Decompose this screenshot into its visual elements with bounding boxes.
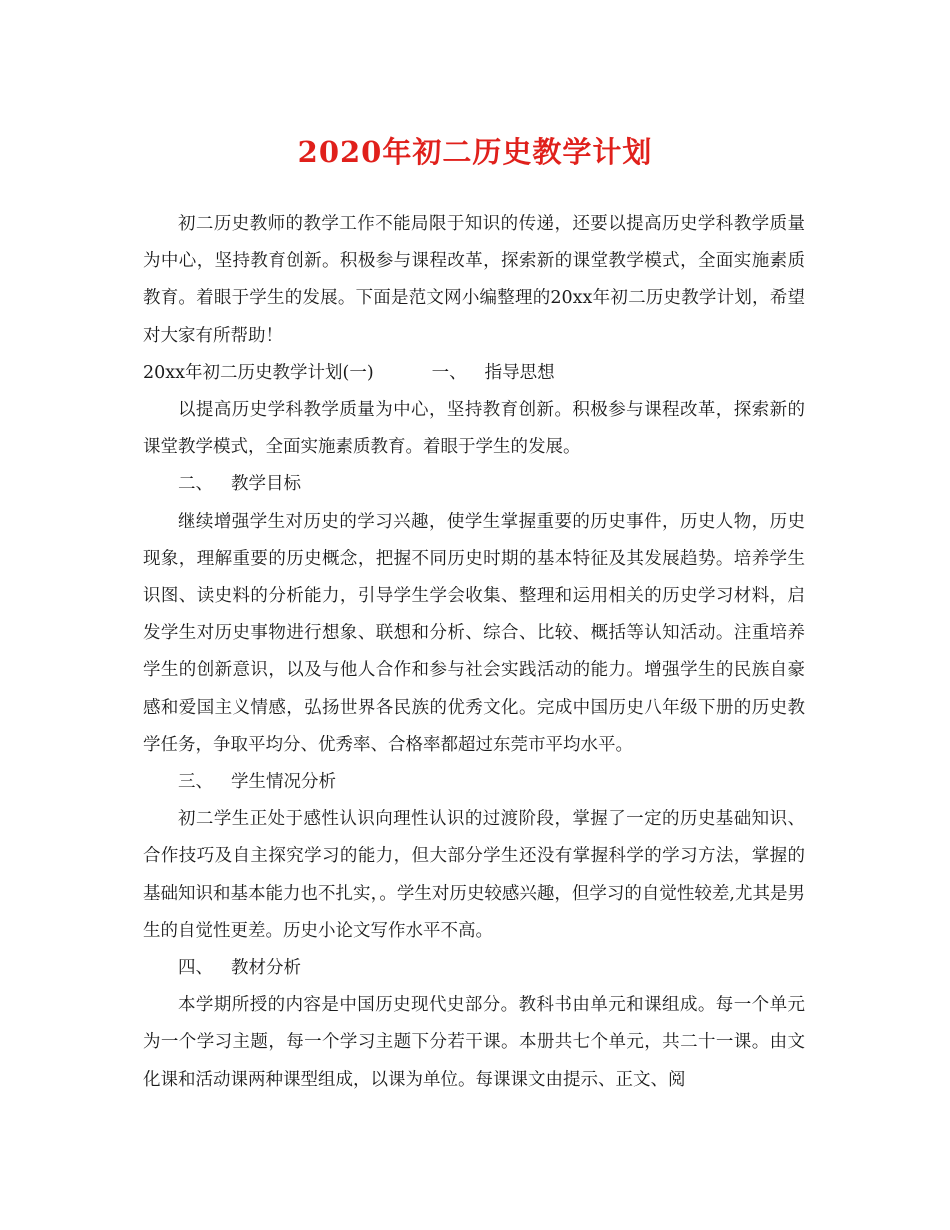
section1-paragraph: 以提高历史学科教学质量为中心，坚持教育创新。积极参与课程改革，探索新的课堂教学模式，全面实施素质教育。着眼于学生的发展。 (143, 400, 805, 458)
section3-heading: 学生情况分析 (231, 772, 336, 793)
section1-heading: 指导思想 (484, 362, 555, 383)
section4-paragraph: 本学期所授的内容是中国历史现代史部分。教科书由单元和课组成。每一个单元为一个学习主题，每一个学习主题下分若干课。本册共七个单元，共二十一课。由文化课和活动课两种课型组成，以课为单位。每课课文由提示、正文、阅 (143, 995, 805, 1090)
section4-heading: 教材分析 (231, 958, 301, 979)
section4-number: 四、 (178, 958, 213, 979)
section2-number: 二、 (178, 474, 213, 495)
plan-heading-line (143, 355, 805, 392)
document-title: 2020年初二历史教学计划 (297, 135, 653, 169)
section3-number: 三、 (178, 772, 213, 793)
section2-paragraph: 继续增强学生对历史的学习兴趣，使学生掌握重要的历史事件，历史人物，历史现象，理解重要的历史概念，把握不同历史时期的基本特征及其发展趋势。培养学生识图、读史料的分析能力，引导学生学会收集、整理和运用相关的历史学习材料，启发学生对历史事物进行想象、联想和分析、综合、比较、概括等认知活动。注重培养学生的创新意识，以及与他人合作和参与社会实践活动的能力。增强学生的民族自豪感和爱国主义情感，弘扬世界各民族的优秀文化。完成中国历史八年级下册的历史教学任务，争取平均分、优秀率、合格率都超过东莞市平均水平。 (143, 511, 805, 755)
document-body (143, 206, 805, 1099)
section3-paragraph: 初二学生正处于感性认识向理性认识的过渡阶段，掌握了一定的历史基础知识、合作技巧及自主探究学习的能力，但大部分学生还没有掌握科学的学习方法，掌握的基础知识和基本能力也不扎实，。学生对历史较感兴趣，但学习的自觉性较差,尤其是男生的自觉性更差。历史小论文写作水平不高。 (143, 809, 805, 941)
section2-heading-line (143, 466, 805, 503)
section3-heading-line (143, 764, 805, 801)
section4-heading-line (143, 950, 805, 987)
plan-label: 20xx年初二历史教学计划(一) (143, 362, 374, 383)
section2-heading: 教学目标 (231, 474, 301, 495)
section1-number: 一、 (431, 362, 467, 383)
intro-paragraph: 初二历史教师的教学工作不能局限于知识的传递，还要以提高历史学科教学质量为中心，坚持教育创新。积极参与课程改革，探索新的课堂教学模式，全面实施素质教育。着眼于学生的发展。下面是范文网小编整理的20xx年初二历史教学计划，希望对大家有所帮助！ (143, 214, 805, 346)
